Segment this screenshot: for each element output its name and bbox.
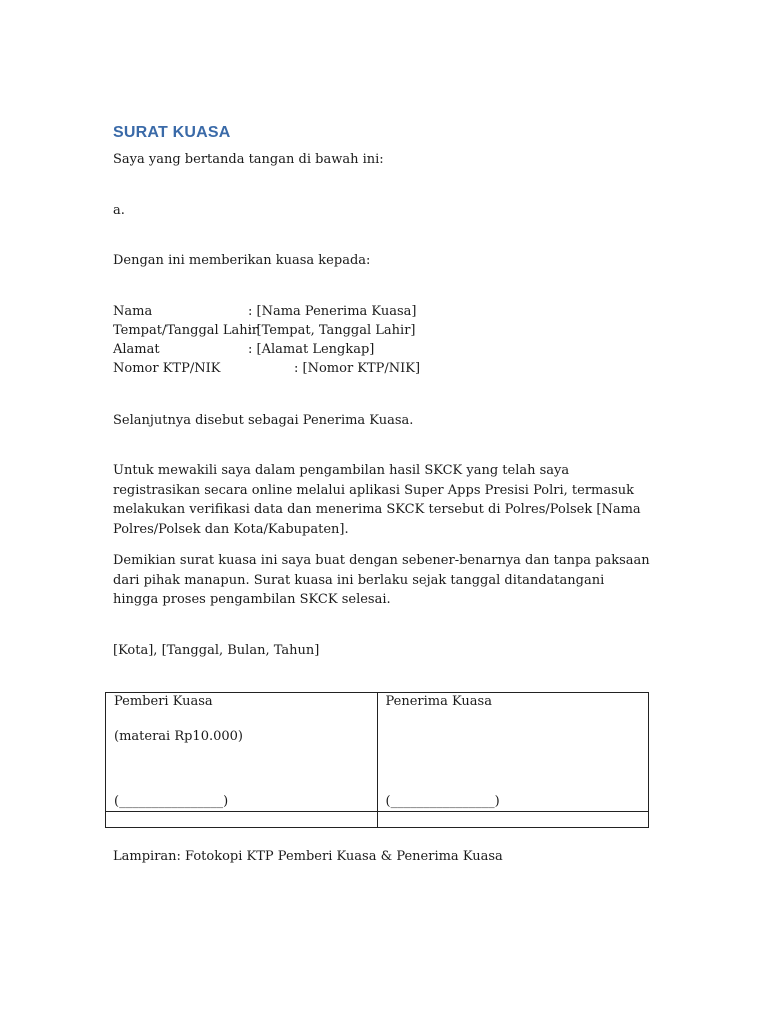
field-value: : [Nomor KTP/NIK]: [294, 361, 421, 376]
empty-cell: [106, 812, 378, 828]
giver-label: Pemberi Kuasa: [114, 694, 213, 709]
empty-cell: [377, 812, 649, 828]
purpose-paragraph: Untuk mewakili saya dalam pengambilan hasil SKCK yang telah saya registrasikan secara online melalui aplikasi Super Apps Presisi Polri, termasuk melakukan verifikasi data dan menerima SKCK tersebut di Polres/Polsek [Nama Polres/Polsek dan Kota/Kabupaten].: [113, 463, 641, 537]
field-label: Nama: [113, 304, 153, 319]
signature-row: [106, 693, 649, 812]
document-title: SURAT KUASA: [113, 124, 231, 141]
field-value: : [Nama Penerima Kuasa]: [248, 304, 417, 319]
empty-row: [106, 812, 649, 828]
referred-text: Selanjutnya disebut sebagai Penerima Kuasa.: [113, 413, 414, 428]
receiver-cell: [377, 693, 649, 812]
giver-cell: [106, 693, 378, 812]
field-value: : [Alamat Lengkap]: [248, 342, 375, 357]
item-a: a.: [113, 203, 125, 218]
closing-paragraph: Demikian surat kuasa ini saya buat dengan sebener-benarnya dan tanpa paksaan dari pihak manapun. Surat kuasa ini berlaku sejak tanggal ditandatangani hingga proses pengambilan SKCK selesai.: [113, 553, 650, 607]
grant-text: Dengan ini memberikan kuasa kepada:: [113, 253, 371, 268]
giver-signature-line: (________________): [114, 794, 229, 809]
stamp-note: (materai Rp10.000): [114, 729, 243, 744]
attachment-text: Lampiran: Fotokopi KTP Pemberi Kuasa & Penerima Kuasa: [113, 849, 503, 864]
signature-table: [105, 692, 649, 828]
field-label: Tempat/Tanggal Lahir: [113, 323, 258, 338]
field-label: Nomor KTP/NIK: [113, 361, 221, 376]
receiver-signature-line: (________________): [385, 794, 500, 809]
field-value: : [Tempat, Tanggal Lahir]: [248, 323, 416, 338]
place-date: [Kota], [Tanggal, Bulan, Tahun]: [113, 643, 320, 658]
intro-text: Saya yang bertanda tangan di bawah ini:: [113, 152, 384, 167]
receiver-label: Penerima Kuasa: [385, 694, 492, 709]
field-label: Alamat: [113, 342, 160, 357]
